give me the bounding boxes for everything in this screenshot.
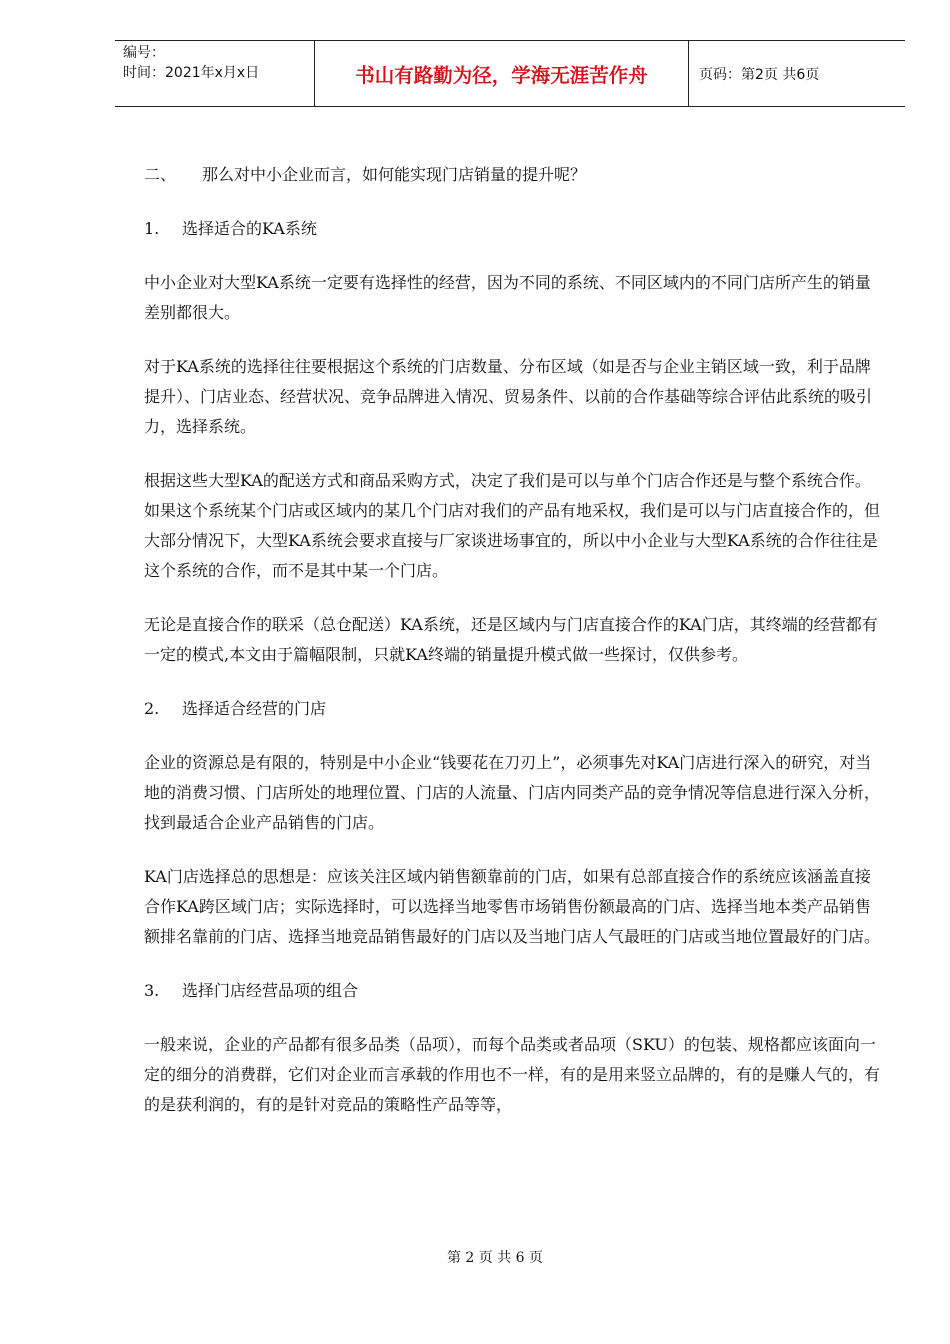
subsection-title: 选择门店经营品项的组合: [182, 981, 359, 1000]
document-body: [144, 160, 884, 1144]
header-meta: [115, 41, 315, 106]
subsection-heading-3: [144, 976, 884, 1006]
number-label: 编号：: [123, 45, 165, 61]
subsection-number: 1.: [144, 219, 160, 238]
subsection-heading-1: [144, 214, 884, 244]
paragraph: KA门店选择总的思想是：应该关注区域内销售额靠前的门店，如果有总部直接合作的系统应该涵盖直接合作KA跨区域门店；实际选择时，可以选择当地零售市场销售份额最高的门店、选择当地本类产品销售额排名靠前的门店、选择当地竞品销售最好的门店以及当地门店人气最旺的门店或当地位置最好的门店。: [144, 867, 881, 946]
subsection-title: 选择适合经营的门店: [182, 699, 327, 718]
paragraph: 无论是直接合作的联采（总仓配送）KA系统，还是区域内与门店直接合作的KA门店，其终端的经营都有一定的模式,本文由于篇幅限制，只就KA终端的销量提升模式做一些探讨，仅供参考。: [144, 615, 878, 664]
header-motto: 书山有路勤为径，学海无涯苦作舟: [315, 41, 689, 106]
paragraph: 中小企业对大型KA系统一定要有选择性的经营，因为不同的系统、不同区域内的不同门店所产生的销量差别都很大。: [144, 273, 871, 322]
page-footer: 第 2 页 共 6 页: [446, 1250, 544, 1266]
subsection-number: 3.: [144, 981, 160, 1000]
section-title: 那么对中小企业而言，如何能实现门店销量的提升呢？: [202, 165, 587, 184]
subsection-number: 2.: [144, 699, 160, 718]
paragraph: 对于KA系统的选择往往要根据这个系统的门店数量、分布区域（如是否与企业主销区域一致，利于品牌提升）、门店业态、经营状况、竞争品牌进入情况、贸易条件、以前的合作基础等综合评估此系统的吸引力，选择系统。: [144, 357, 873, 436]
time-label: 时间：2021年x月x日: [123, 65, 260, 81]
page-header: [115, 40, 905, 107]
section-number: 二、: [144, 165, 177, 184]
subsection-title: 选择适合的KA系统: [182, 219, 317, 238]
header-page-label: 页码：第2页 共6页: [699, 66, 820, 83]
paragraph: 根据这些大型KA的配送方式和商品采购方式，决定了我们是可以与单个门店合作还是与整个系统合作。如果这个系统某个门店或区域内的某几个门店对我们的产品有地采权，我们是可以与门店直接合作的，但大部分情况下，大型KA系统会要求直接与厂家谈进场事宜的，所以中小企业与大型KA系统的合作往往是这个系统的合作，而不是其中某一个门店。: [144, 471, 881, 580]
subsection-heading-2: [144, 694, 884, 724]
section-heading: [144, 160, 884, 190]
paragraph: 企业的资源总是有限的，特别是中小企业“钱要花在刀刃上”，必须事先对KA门店进行深入的研究，对当地的消费习惯、门店所处的地理位置、门店的人流量、门店内同类产品的竞争情况等信息进行深入分析，找到最适合企业产品销售的门店。: [144, 753, 881, 832]
paragraph: 一般来说，企业的产品都有很多品类（品项），而每个品类或者品项（SKU）的包装、规格都应该面向一定的细分的消费群，它们对企业而言承载的作用也不一样，有的是用来竖立品牌的，有的是赚人气的，有的是获利润的，有的是针对竞品的策略性产品等等，: [144, 1035, 881, 1114]
